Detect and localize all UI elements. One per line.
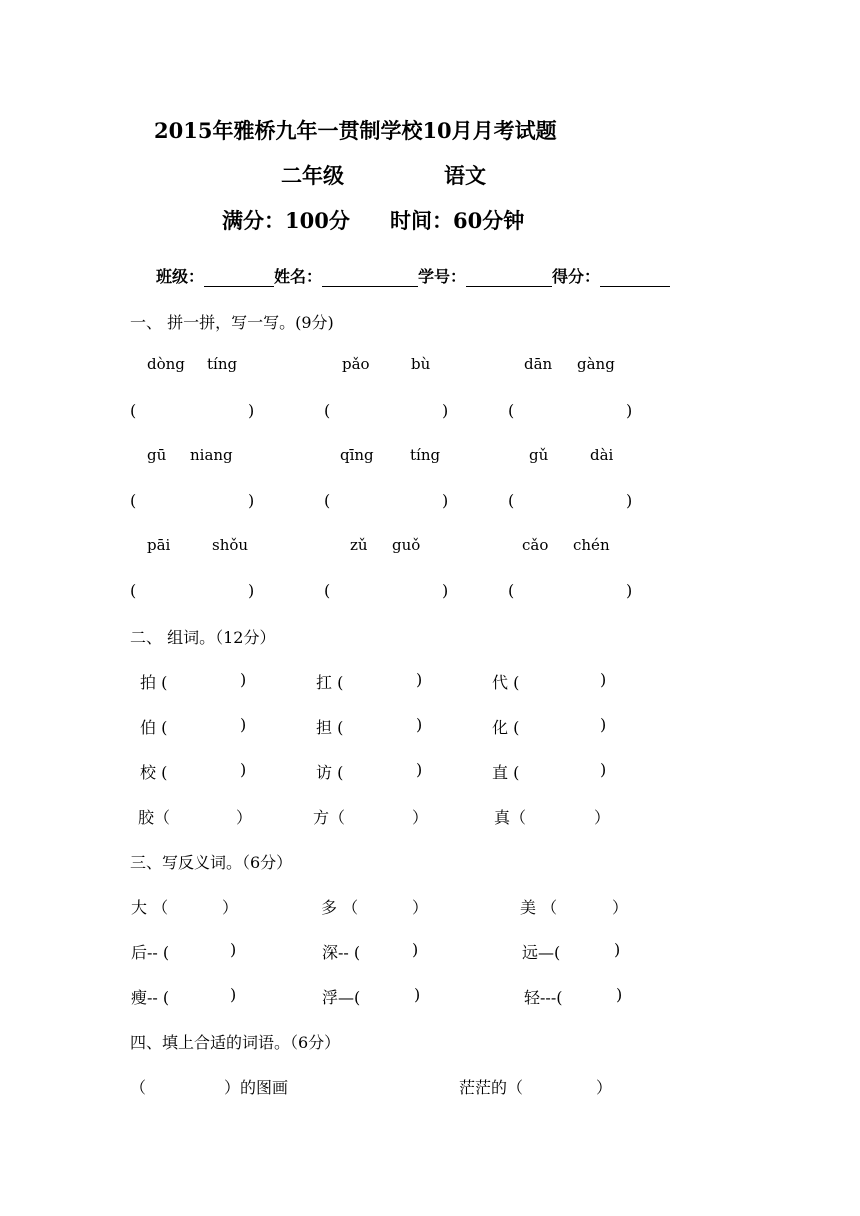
answer-close-paren: ）: [412, 898, 429, 917]
answer-close-paren: ): [416, 760, 423, 779]
student-info-line: [156, 264, 670, 287]
word-item: 校 (: [140, 763, 168, 782]
student-number-field[interactable]: [466, 269, 552, 287]
word-item: 担 (: [316, 718, 344, 737]
answer-open-paren: (: [130, 401, 137, 420]
pinyin: chén: [573, 536, 610, 554]
answer-open-paren: (: [508, 491, 515, 510]
pinyin: tíng: [207, 355, 238, 373]
antonym-item: 轻---(: [524, 988, 563, 1007]
pinyin: bù: [411, 355, 431, 373]
score-label: 得分：: [552, 267, 601, 286]
pinyin: tíng: [410, 446, 441, 464]
word-item: 拍 (: [140, 673, 168, 692]
name-label: 姓名：: [274, 267, 323, 286]
antonym-item: 深-- (: [322, 943, 361, 962]
answer-close-paren: ）: [594, 808, 611, 827]
answer-open-paren: (: [324, 581, 331, 600]
pinyin: shǒu: [212, 536, 249, 554]
answer-close-paren: ): [626, 491, 633, 510]
word-item: 伯 (: [140, 718, 168, 737]
full-score-label: 满分：100分: [222, 208, 350, 233]
answer-close-paren: ): [416, 670, 423, 689]
answer-close-paren: ): [442, 491, 449, 510]
antonym-item: 多 （: [321, 898, 359, 917]
pinyin: dān: [524, 355, 553, 373]
pinyin: niang: [190, 446, 233, 464]
answer-close-paren: ): [600, 760, 607, 779]
time-label: 时间：60分钟: [390, 208, 525, 233]
exam-title: 2015年雅桥九年一贯制学校10月月考试题: [154, 118, 557, 143]
fill-item-prefix: 茫茫的（: [459, 1078, 524, 1097]
answer-close-paren: ）: [236, 808, 253, 827]
answer-close-paren: ): [442, 401, 449, 420]
answer-close-paren: ): [230, 985, 237, 1004]
grade-label: 二年级: [281, 163, 344, 188]
section-2-heading: 二、 组词。（12分）: [130, 628, 276, 647]
antonym-item: 远—(: [522, 943, 561, 962]
class-field[interactable]: [204, 269, 274, 287]
student-number-label: 学号：: [418, 267, 467, 286]
word-item: 直 (: [492, 763, 520, 782]
word-item: 方（: [313, 808, 346, 827]
class-label: 班级：: [156, 267, 205, 286]
antonym-item: 大 （: [131, 898, 169, 917]
pinyin: gǔ: [529, 446, 549, 464]
score-field[interactable]: [600, 269, 670, 287]
answer-open-paren: (: [324, 401, 331, 420]
answer-close-paren: ): [442, 581, 449, 600]
word-item: 化 (: [492, 718, 520, 737]
answer-open-paren: (: [508, 581, 515, 600]
answer-open-paren: (: [508, 401, 515, 420]
word-item: 访 (: [316, 763, 344, 782]
answer-open-paren: （: [130, 1078, 147, 1097]
answer-close-paren: ): [626, 581, 633, 600]
answer-close-paren: ): [600, 670, 607, 689]
word-item: 扛 (: [316, 673, 344, 692]
pinyin: dòng: [147, 355, 185, 373]
answer-close-paren: ): [248, 401, 255, 420]
pinyin: gū: [147, 446, 167, 464]
answer-close-paren: ): [626, 401, 633, 420]
answer-close-paren: ): [412, 940, 419, 959]
answer-open-paren: (: [130, 581, 137, 600]
section-3-heading: 三、写反义词。（6分）: [130, 853, 293, 872]
pinyin: zǔ: [350, 536, 368, 554]
answer-close-paren: ): [240, 670, 247, 689]
answer-close-paren: ）: [596, 1078, 613, 1097]
antonym-item: 美 （: [520, 898, 558, 917]
section-1-heading: 一、 拼一拼，写一写。(9分): [130, 313, 334, 332]
answer-close-paren: ): [616, 985, 623, 1004]
pinyin: pāi: [147, 536, 171, 554]
word-item: 真（: [494, 808, 527, 827]
word-item: 胶（: [138, 808, 171, 827]
answer-close-paren: ）: [612, 898, 629, 917]
answer-open-paren: (: [324, 491, 331, 510]
answer-close-paren: ）: [222, 898, 239, 917]
pinyin: cǎo: [522, 536, 549, 554]
answer-close-paren: ): [230, 940, 237, 959]
pinyin: guǒ: [392, 536, 421, 554]
antonym-item: 瘦-- (: [131, 988, 170, 1007]
antonym-item: 浮—(: [322, 988, 361, 1007]
answer-open-paren: (: [130, 491, 137, 510]
pinyin: gàng: [577, 355, 615, 373]
answer-close-paren: ): [414, 985, 421, 1004]
answer-close-paren: ): [416, 715, 423, 734]
pinyin: pǎo: [342, 355, 370, 373]
name-field[interactable]: [322, 269, 418, 287]
pinyin: qīng: [340, 446, 374, 464]
section-4-heading: 四、填上合适的词语。（6分）: [130, 1033, 341, 1052]
answer-close-paren: ): [240, 760, 247, 779]
answer-close-paren: ): [600, 715, 607, 734]
answer-close-paren: ): [240, 715, 247, 734]
fill-item-suffix: ）的图画: [224, 1078, 289, 1097]
subject-label: 语文: [444, 163, 486, 188]
answer-close-paren: ): [614, 940, 621, 959]
answer-close-paren: ）: [412, 808, 429, 827]
answer-close-paren: ): [248, 581, 255, 600]
answer-close-paren: ): [248, 491, 255, 510]
pinyin: dài: [590, 446, 614, 464]
word-item: 代 (: [492, 673, 520, 692]
antonym-item: 后-- (: [131, 943, 170, 962]
